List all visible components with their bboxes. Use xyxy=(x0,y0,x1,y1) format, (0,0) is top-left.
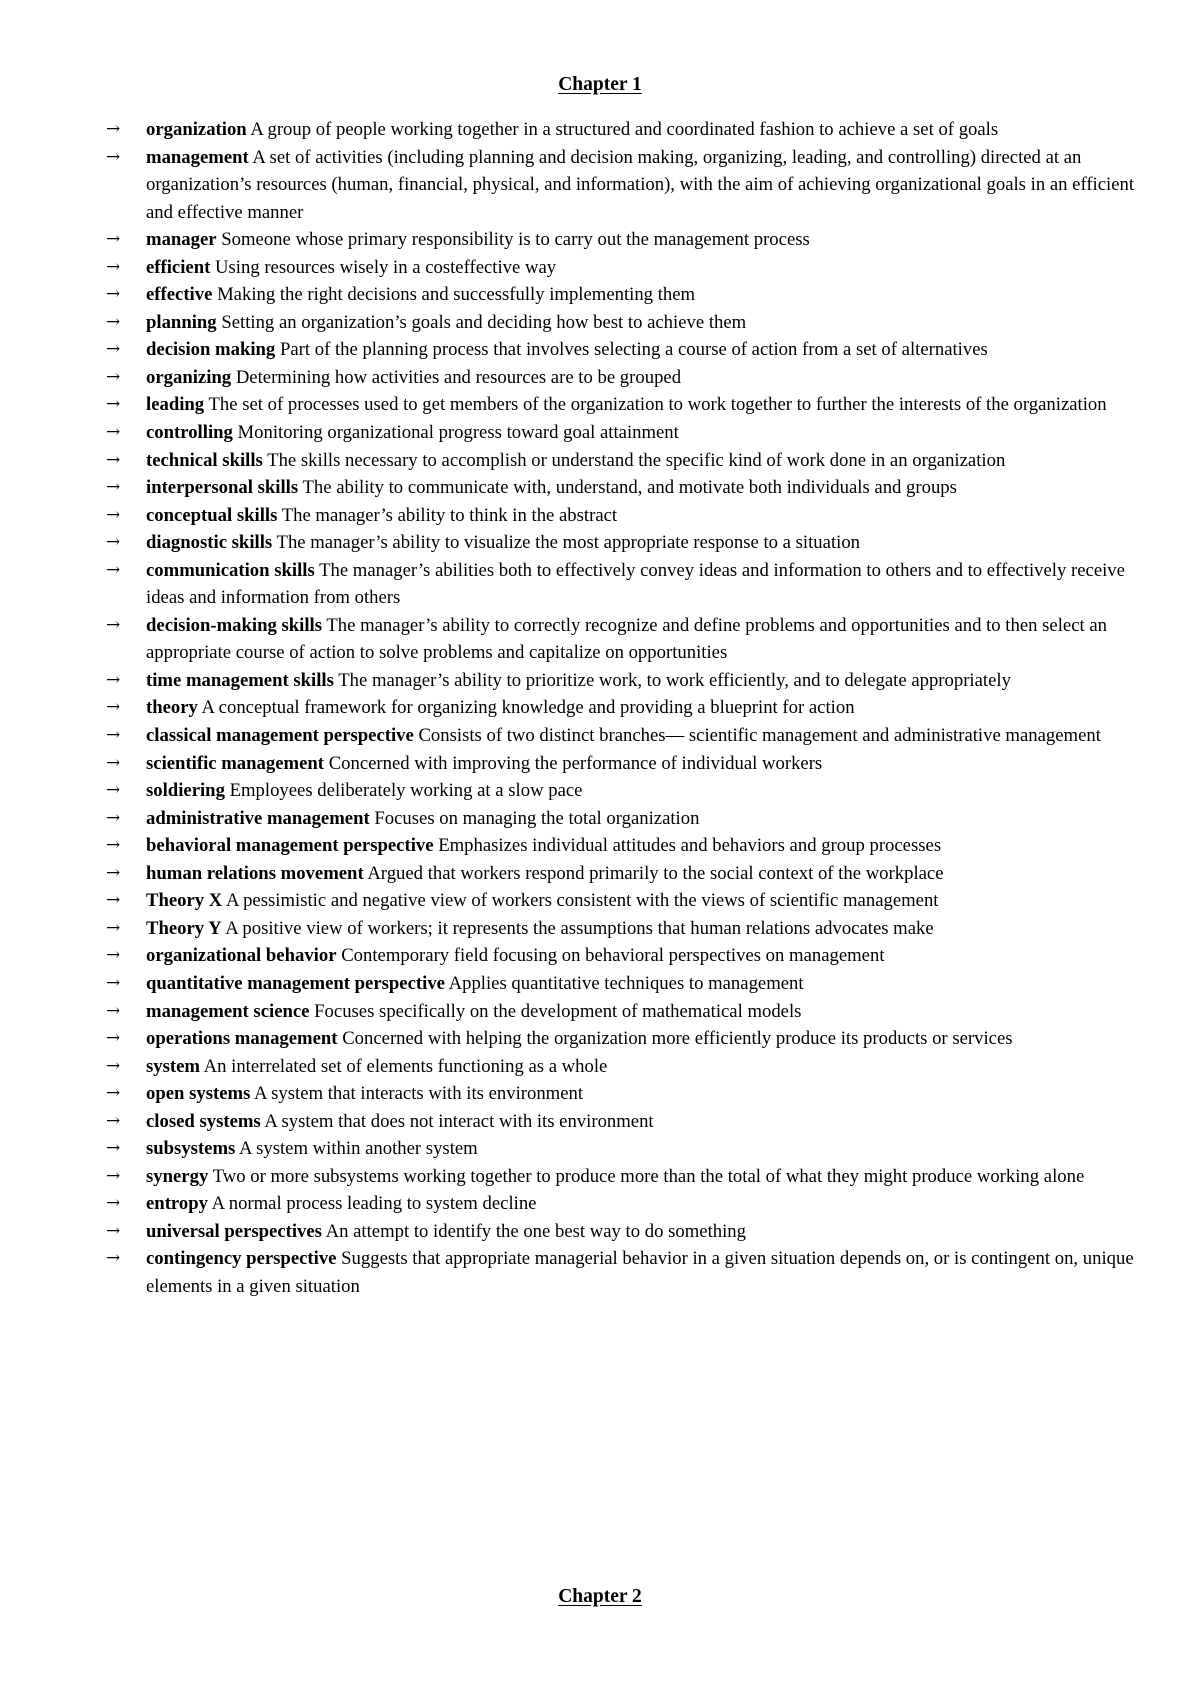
right-arrow-icon: → xyxy=(106,890,121,911)
glossary-term: manager xyxy=(146,229,217,251)
glossary-entry xyxy=(106,364,1136,392)
glossary-term: efficient xyxy=(146,256,211,278)
glossary-term: universal perspectives xyxy=(146,1220,322,1242)
glossary-entry xyxy=(106,529,1136,557)
chapter-2-heading: Chapter 2 xyxy=(558,1586,642,1607)
glossary-entry xyxy=(106,805,1136,833)
right-arrow-icon: → xyxy=(106,945,121,966)
glossary-term: leading xyxy=(146,394,205,416)
right-arrow-icon: → xyxy=(106,614,121,635)
glossary-definition: Part of the planning process that involves selecting a course of action from a set of alternatives xyxy=(279,339,988,361)
glossary-entry xyxy=(106,502,1136,530)
glossary-definition: An interrelated set of elements functioning as a whole xyxy=(203,1055,608,1077)
glossary-definition: The set of processes used to get members of the organization to work together to further the interests of the organization xyxy=(208,394,1107,416)
glossary-entry xyxy=(106,557,1136,612)
glossary-term: theory xyxy=(146,697,198,719)
glossary-entry xyxy=(106,447,1136,475)
right-arrow-icon: → xyxy=(106,972,121,993)
glossary-definition: Focuses specifically on the development of mathematical models xyxy=(314,1000,802,1022)
right-arrow-icon: → xyxy=(106,1193,121,1214)
glossary-entry xyxy=(106,309,1136,337)
glossary-entry xyxy=(106,1163,1136,1191)
glossary-entry xyxy=(106,942,1136,970)
glossary-definition: Concerned with improving the performance of individual workers xyxy=(328,752,823,774)
glossary-term: contingency perspective xyxy=(146,1248,337,1270)
glossary-definition: Determining how activities and resources are to be grouped xyxy=(235,366,682,388)
glossary-definition: Contemporary field focusing on behavioral perspectives on management xyxy=(341,945,885,967)
glossary-definition: The ability to communicate with, understand, and motivate both individuals and groups xyxy=(302,477,957,499)
glossary-term: decision-making skills xyxy=(146,614,323,636)
glossary-entry xyxy=(106,1218,1136,1246)
glossary-term: management xyxy=(146,146,249,168)
glossary-entry xyxy=(106,474,1136,502)
glossary-list xyxy=(106,116,1136,1301)
right-arrow-icon: → xyxy=(106,1220,121,1241)
right-arrow-icon: → xyxy=(106,339,121,360)
right-arrow-icon: → xyxy=(106,256,121,277)
glossary-definition: A set of activities (including planning and decision making, organizing, leading, and controlling) directed at an organization’s resources (human, financial, physical, and information), with the aim of achieving organizational goals in an efficient and effective manner xyxy=(146,146,1135,223)
glossary-entry xyxy=(106,1190,1136,1218)
right-arrow-icon: → xyxy=(106,752,121,773)
glossary-definition: The manager’s ability to visualize the most appropriate response to a situation xyxy=(276,532,861,554)
glossary-term: administrative management xyxy=(146,807,370,829)
glossary-term: organization xyxy=(146,119,247,140)
glossary-entry xyxy=(106,1025,1136,1053)
glossary-definition: A pessimistic and negative view of workers consistent with the views of scientific management xyxy=(225,890,939,912)
glossary-entry xyxy=(106,970,1136,998)
right-arrow-icon: → xyxy=(106,1083,121,1104)
glossary-entry xyxy=(106,144,1136,227)
right-arrow-icon: → xyxy=(106,807,121,828)
glossary-entry xyxy=(106,860,1136,888)
right-arrow-icon: → xyxy=(106,449,121,470)
right-arrow-icon: → xyxy=(106,366,121,387)
glossary-term: organizing xyxy=(146,366,232,388)
glossary-entry xyxy=(106,419,1136,447)
glossary-definition: A group of people working together in a structured and coordinated fashion to achieve a set of goals xyxy=(250,119,999,140)
right-arrow-icon: → xyxy=(106,669,121,690)
right-arrow-icon: → xyxy=(106,477,121,498)
glossary-entry xyxy=(106,915,1136,943)
glossary-definition: The manager’s ability to think in the abstract xyxy=(281,504,618,526)
right-arrow-icon: → xyxy=(106,917,121,938)
glossary-definition: Employees deliberately working at a slow pace xyxy=(229,780,583,802)
glossary-term: operations management xyxy=(146,1028,338,1050)
glossary-definition: A system that interacts with its environment xyxy=(253,1083,584,1105)
glossary-definition: Monitoring organizational progress toward goal attainment xyxy=(237,422,679,444)
glossary-term: communication skills xyxy=(146,559,315,581)
right-arrow-icon: → xyxy=(106,835,121,856)
glossary-term: system xyxy=(146,1055,200,1077)
glossary-entry xyxy=(106,998,1136,1026)
right-arrow-icon: → xyxy=(106,146,121,167)
glossary-entry xyxy=(106,612,1136,667)
glossary-term: behavioral management perspective xyxy=(146,835,434,857)
right-arrow-icon: → xyxy=(106,311,121,332)
glossary-definition: A normal process leading to system decline xyxy=(211,1193,537,1215)
glossary-definition: A system that does not interact with its environment xyxy=(264,1110,654,1132)
glossary-entry xyxy=(106,777,1136,805)
glossary-term: human relations movement xyxy=(146,862,364,884)
glossary-term: time management skills xyxy=(146,669,334,691)
right-arrow-icon: → xyxy=(106,862,121,883)
glossary-definition: Argued that workers respond primarily to the social context of the workplace xyxy=(367,862,944,884)
right-arrow-icon: → xyxy=(106,284,121,305)
glossary-entry xyxy=(106,667,1136,695)
glossary-entry xyxy=(106,750,1136,778)
glossary-entry xyxy=(106,116,1136,144)
right-arrow-icon: → xyxy=(106,697,121,718)
glossary-term: synergy xyxy=(146,1165,209,1187)
glossary-definition: The skills necessary to accomplish or understand the specific kind of work done in an organization xyxy=(267,449,1006,471)
glossary-term: Theory X xyxy=(146,890,223,912)
glossary-definition: Emphasizes individual attitudes and behaviors and group processes xyxy=(438,835,942,857)
glossary-term: organizational behavior xyxy=(146,945,337,967)
glossary-definition: A conceptual framework for organizing knowledge and providing a blueprint for action xyxy=(201,697,855,719)
right-arrow-icon: → xyxy=(106,119,121,139)
glossary-term: conceptual skills xyxy=(146,504,278,526)
glossary-term: decision making xyxy=(146,339,276,361)
glossary-term: planning xyxy=(146,311,217,333)
glossary-definition: Concerned with helping the organization more efficiently produce its products or services xyxy=(342,1028,1013,1050)
glossary-term: soldiering xyxy=(146,780,225,802)
glossary-term: subsystems xyxy=(146,1138,236,1160)
right-arrow-icon: → xyxy=(106,1165,121,1186)
glossary-definition: Focuses on managing the total organization xyxy=(374,807,700,829)
glossary-entry xyxy=(106,391,1136,419)
glossary-definition: Using resources wisely in a costeffective way xyxy=(215,256,557,278)
right-arrow-icon: → xyxy=(106,725,121,746)
glossary-definition: Making the right decisions and successfully implementing them xyxy=(217,284,696,306)
right-arrow-icon: → xyxy=(106,394,121,415)
glossary-definition: The manager’s abilities both to effectively convey ideas and information to others and to effectively receive ideas and information from others xyxy=(146,559,1125,609)
glossary-definition: A system within another system xyxy=(238,1138,478,1160)
glossary-term: effective xyxy=(146,284,213,306)
right-arrow-icon: → xyxy=(106,780,121,801)
glossary-entry xyxy=(106,832,1136,860)
glossary-term: open systems xyxy=(146,1083,251,1105)
glossary-entry xyxy=(106,722,1136,750)
glossary-definition: The manager’s ability to correctly recognize and define problems and opportunities and to then select an appropriate course of action to solve problems and capitalize on opportunities xyxy=(146,614,1107,664)
right-arrow-icon: → xyxy=(106,1248,121,1269)
glossary-term: diagnostic skills xyxy=(146,532,273,554)
glossary-entry xyxy=(106,1108,1136,1136)
glossary-term: controlling xyxy=(146,422,233,444)
glossary-definition: A positive view of workers; it represents the assumptions that human relations advocates make xyxy=(225,917,934,939)
glossary-term: management science xyxy=(146,1000,310,1022)
right-arrow-icon: → xyxy=(106,1028,121,1049)
glossary-definition: Consists of two distinct branches— scientific management and administrative management xyxy=(418,725,1101,747)
glossary-term: entropy xyxy=(146,1193,208,1215)
glossary-definition: Someone whose primary responsibility is to carry out the management process xyxy=(221,229,810,251)
right-arrow-icon: → xyxy=(106,532,121,553)
glossary-entry xyxy=(106,1053,1136,1081)
glossary-entry xyxy=(106,226,1136,254)
glossary-entry xyxy=(106,254,1136,282)
right-arrow-icon: → xyxy=(106,1110,121,1131)
glossary-term: classical management perspective xyxy=(146,725,414,747)
glossary-definition: The manager’s ability to prioritize work, to work efficiently, and to delegate appropriately xyxy=(338,669,1011,691)
glossary-definition: An attempt to identify the one best way to do something xyxy=(325,1220,746,1242)
glossary-entry xyxy=(106,1080,1136,1108)
glossary-entry xyxy=(106,694,1136,722)
glossary-entry xyxy=(106,281,1136,309)
right-arrow-icon: → xyxy=(106,422,121,443)
glossary-definition: Suggests that appropriate managerial behavior in a given situation depends on, or is contingent on, unique elements in a given situation xyxy=(146,1248,1134,1297)
glossary-entry xyxy=(106,1135,1136,1163)
glossary-term: technical skills xyxy=(146,449,263,471)
glossary-term: closed systems xyxy=(146,1110,261,1132)
right-arrow-icon: → xyxy=(106,1138,121,1159)
glossary-term: quantitative management perspective xyxy=(146,972,445,994)
right-arrow-icon: → xyxy=(106,1000,121,1021)
right-arrow-icon: → xyxy=(106,229,121,250)
glossary-term: interpersonal skills xyxy=(146,477,299,499)
right-arrow-icon: → xyxy=(106,1055,121,1076)
glossary-term: scientific management xyxy=(146,752,325,774)
glossary-entry xyxy=(106,887,1136,915)
glossary-definition: Setting an organization’s goals and deciding how best to achieve them xyxy=(221,311,747,333)
glossary-definition: Two or more subsystems working together to produce more than the total of what they might produce working alone xyxy=(212,1165,1085,1187)
chapter-1-heading: Chapter 1 xyxy=(558,74,642,95)
right-arrow-icon: → xyxy=(106,504,121,525)
glossary-entry xyxy=(106,1245,1136,1300)
glossary-entry xyxy=(106,336,1136,364)
glossary-definition: Applies quantitative techniques to management xyxy=(448,972,804,994)
glossary-term: Theory Y xyxy=(146,917,222,939)
right-arrow-icon: → xyxy=(106,559,121,580)
